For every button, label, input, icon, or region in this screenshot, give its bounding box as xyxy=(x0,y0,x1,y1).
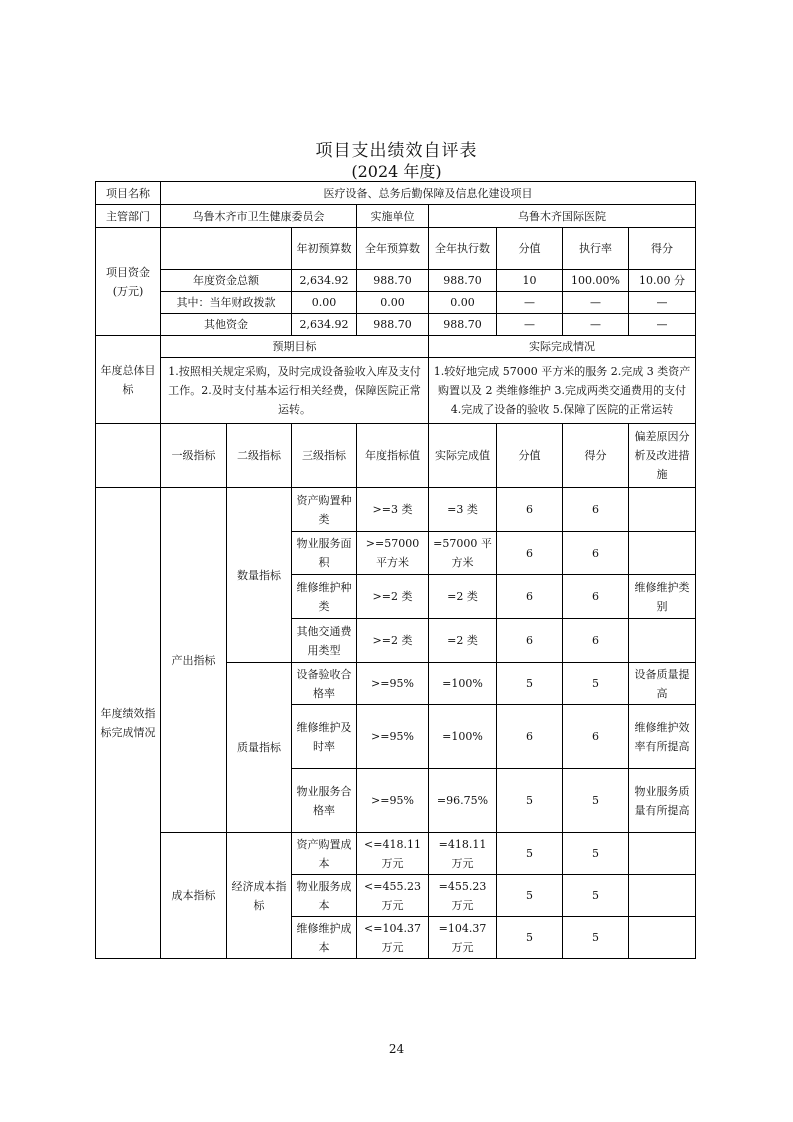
funds-row-score: 10.00 分 xyxy=(629,270,696,292)
indicator-level2-quality: 质量指标 xyxy=(227,663,292,833)
indicators-header-level2: 二级指标 xyxy=(227,424,292,488)
indicator-target: <=104.37 万元 xyxy=(357,917,429,959)
indicator-score: 5 xyxy=(563,875,629,917)
indicator-level2-quantity: 数量指标 xyxy=(227,488,292,663)
indicator-weight: 6 xyxy=(497,705,563,769)
indicators-header-level1: 一级指标 xyxy=(161,424,227,488)
department-label: 主管部门 xyxy=(96,205,161,228)
goals-expected-text: 1.按照相关规定采购，及时完成设备验收入库及支付工作。2.及时支付基本运行相关经费，保障医院正常运转。 xyxy=(161,358,429,424)
goals-actual-header: 实际完成情况 xyxy=(429,336,696,358)
indicators-header-blank xyxy=(96,424,161,488)
indicator-name: 物业服务面积 xyxy=(292,532,357,575)
indicator-name: 维修维护成本 xyxy=(292,917,357,959)
indicator-note xyxy=(629,488,696,532)
indicator-actual: =418.11 万元 xyxy=(429,833,497,875)
indicator-score: 5 xyxy=(563,769,629,833)
performance-table xyxy=(95,181,696,959)
indicator-name: 物业服务成本 xyxy=(292,875,357,917)
indicator-weight: 5 xyxy=(497,769,563,833)
funds-label xyxy=(96,228,161,336)
indicator-actual: =100% xyxy=(429,663,497,705)
indicator-weight: 6 xyxy=(497,488,563,532)
funds-row-fiscal xyxy=(96,292,696,314)
indicator-note: 维修维护类别 xyxy=(629,575,696,619)
funds-header-row xyxy=(96,228,696,270)
indicator-actual: =2 类 xyxy=(429,619,497,663)
funds-row-other xyxy=(96,314,696,336)
indicator-actual: =455.23 万元 xyxy=(429,875,497,917)
indicator-score: 6 xyxy=(563,575,629,619)
funds-row-full-budget: 0.00 xyxy=(357,292,429,314)
funds-row-score: — xyxy=(629,292,696,314)
indicator-name: 物业服务合格率 xyxy=(292,769,357,833)
indicators-header-actual: 实际完成值 xyxy=(429,424,497,488)
indicator-level1-cost: 成本指标 xyxy=(161,833,227,959)
indicator-target: <=418.11 万元 xyxy=(357,833,429,875)
funds-label-text: 项目资金 xyxy=(106,265,150,279)
funds-row-initial: 0.00 xyxy=(292,292,357,314)
indicator-note: 设备质量提高 xyxy=(629,663,696,705)
indicator-target: >=57000 平方米 xyxy=(357,532,429,575)
funds-header-full-budget: 全年预算数 xyxy=(357,228,429,270)
funds-row-executed: 988.70 xyxy=(429,314,497,336)
funds-header-initial: 年初预算数 xyxy=(292,228,357,270)
indicator-level1-output: 产出指标 xyxy=(161,488,227,833)
indicator-target: <=455.23 万元 xyxy=(357,875,429,917)
indicator-row xyxy=(96,833,696,875)
indicator-actual: =2 类 xyxy=(429,575,497,619)
indicator-actual: =57000 平方米 xyxy=(429,532,497,575)
funds-row-initial: 2,634.92 xyxy=(292,270,357,292)
funds-header-executed: 全年执行数 xyxy=(429,228,497,270)
department-row xyxy=(96,205,696,228)
indicators-section-label: 年度绩效指标完成情况 xyxy=(96,488,161,959)
indicator-note xyxy=(629,917,696,959)
indicators-header-target: 年度指标值 xyxy=(357,424,429,488)
indicator-name: 其他交通费用类型 xyxy=(292,619,357,663)
funds-row-weight: — xyxy=(497,314,563,336)
indicator-actual: =3 类 xyxy=(429,488,497,532)
goals-content-row xyxy=(96,358,696,424)
indicator-weight: 5 xyxy=(497,917,563,959)
goals-label: 年度总体目标 xyxy=(96,336,161,424)
funds-row-weight: 10 xyxy=(497,270,563,292)
indicator-target: >=2 类 xyxy=(357,575,429,619)
funds-row-total xyxy=(96,270,696,292)
implementing-unit-value: 乌鲁木齐国际医院 xyxy=(429,205,696,228)
goals-expected-header: 预期目标 xyxy=(161,336,429,358)
department-value: 乌鲁木齐市卫生健康委员会 xyxy=(161,205,357,228)
funds-row-executed: 0.00 xyxy=(429,292,497,314)
funds-row-full-budget: 988.70 xyxy=(357,270,429,292)
indicator-weight: 6 xyxy=(497,575,563,619)
document-year: (2024 年度) xyxy=(351,162,442,181)
indicator-level2-economic: 经济成本指标 xyxy=(227,833,292,959)
funds-unit-text: (万元) xyxy=(112,284,144,298)
funds-row-rate: — xyxy=(563,314,629,336)
funds-header-score: 得分 xyxy=(629,228,696,270)
indicators-header-score: 得分 xyxy=(563,424,629,488)
funds-row-weight: — xyxy=(497,292,563,314)
funds-row-name: 年度资金总额 xyxy=(161,270,292,292)
indicator-name: 维修维护种类 xyxy=(292,575,357,619)
indicators-header-level3: 三级指标 xyxy=(292,424,357,488)
indicator-score: 6 xyxy=(563,488,629,532)
indicator-score: 6 xyxy=(563,705,629,769)
indicator-target: >=2 类 xyxy=(357,619,429,663)
funds-header-weight: 分值 xyxy=(497,228,563,270)
indicator-weight: 5 xyxy=(497,663,563,705)
indicator-actual: =100% xyxy=(429,705,497,769)
indicator-name: 设备验收合格率 xyxy=(292,663,357,705)
page-number: 24 xyxy=(388,1042,405,1056)
funds-header-blank xyxy=(161,228,292,270)
funds-header-rate: 执行率 xyxy=(563,228,629,270)
indicator-weight: 5 xyxy=(497,833,563,875)
indicator-note xyxy=(629,833,696,875)
indicator-score: 6 xyxy=(563,532,629,575)
indicator-name: 资产购置成本 xyxy=(292,833,357,875)
funds-row-full-budget: 988.70 xyxy=(357,314,429,336)
document-title: 项目支出绩效自评表 xyxy=(315,141,478,161)
implementing-unit-label: 实施单位 xyxy=(357,205,429,228)
indicator-actual: =104.37 万元 xyxy=(429,917,497,959)
indicator-target: >=95% xyxy=(357,705,429,769)
indicator-target: >=95% xyxy=(357,769,429,833)
indicator-target: >=95% xyxy=(357,663,429,705)
indicator-score: 5 xyxy=(563,663,629,705)
indicator-weight: 6 xyxy=(497,619,563,663)
indicator-weight: 5 xyxy=(497,875,563,917)
indicators-header-weight: 分值 xyxy=(497,424,563,488)
indicator-name: 维修维护及时率 xyxy=(292,705,357,769)
indicator-score: 5 xyxy=(563,833,629,875)
indicator-note xyxy=(629,875,696,917)
funds-row-name: 其中：当年财政拨款 xyxy=(161,292,292,314)
indicator-weight: 6 xyxy=(497,532,563,575)
indicator-note xyxy=(629,619,696,663)
indicator-actual: =96.75% xyxy=(429,769,497,833)
indicator-note: 物业服务质量有所提高 xyxy=(629,769,696,833)
indicator-name: 资产购置种类 xyxy=(292,488,357,532)
funds-row-score: — xyxy=(629,314,696,336)
indicator-note xyxy=(629,532,696,575)
funds-row-executed: 988.70 xyxy=(429,270,497,292)
indicator-score: 6 xyxy=(563,619,629,663)
project-name: 医疗设备、总务后勤保障及信息化建设项目 xyxy=(161,182,696,205)
funds-row-name: 其他资金 xyxy=(161,314,292,336)
funds-row-rate: 100.00% xyxy=(563,270,629,292)
goals-actual-text: 1.较好地完成 57000 平方米的服务 2.完成 3 类资产购置以及 2 类维修维护 3.完成两类交通费用的支付 4.完成了设备的验收 5.保障了医院的正常运转 xyxy=(429,358,696,424)
project-name-label: 项目名称 xyxy=(96,182,161,205)
indicator-row xyxy=(96,488,696,532)
indicators-header-deviation: 偏差原因分析及改进措施 xyxy=(629,424,696,488)
project-name-row xyxy=(96,182,696,205)
indicator-score: 5 xyxy=(563,917,629,959)
indicator-note: 维修维护效率有所提高 xyxy=(629,705,696,769)
funds-row-rate: — xyxy=(563,292,629,314)
indicator-target: >=3 类 xyxy=(357,488,429,532)
goals-header-row xyxy=(96,336,696,358)
funds-row-initial: 2,634.92 xyxy=(292,314,357,336)
indicators-header-row xyxy=(96,424,696,488)
